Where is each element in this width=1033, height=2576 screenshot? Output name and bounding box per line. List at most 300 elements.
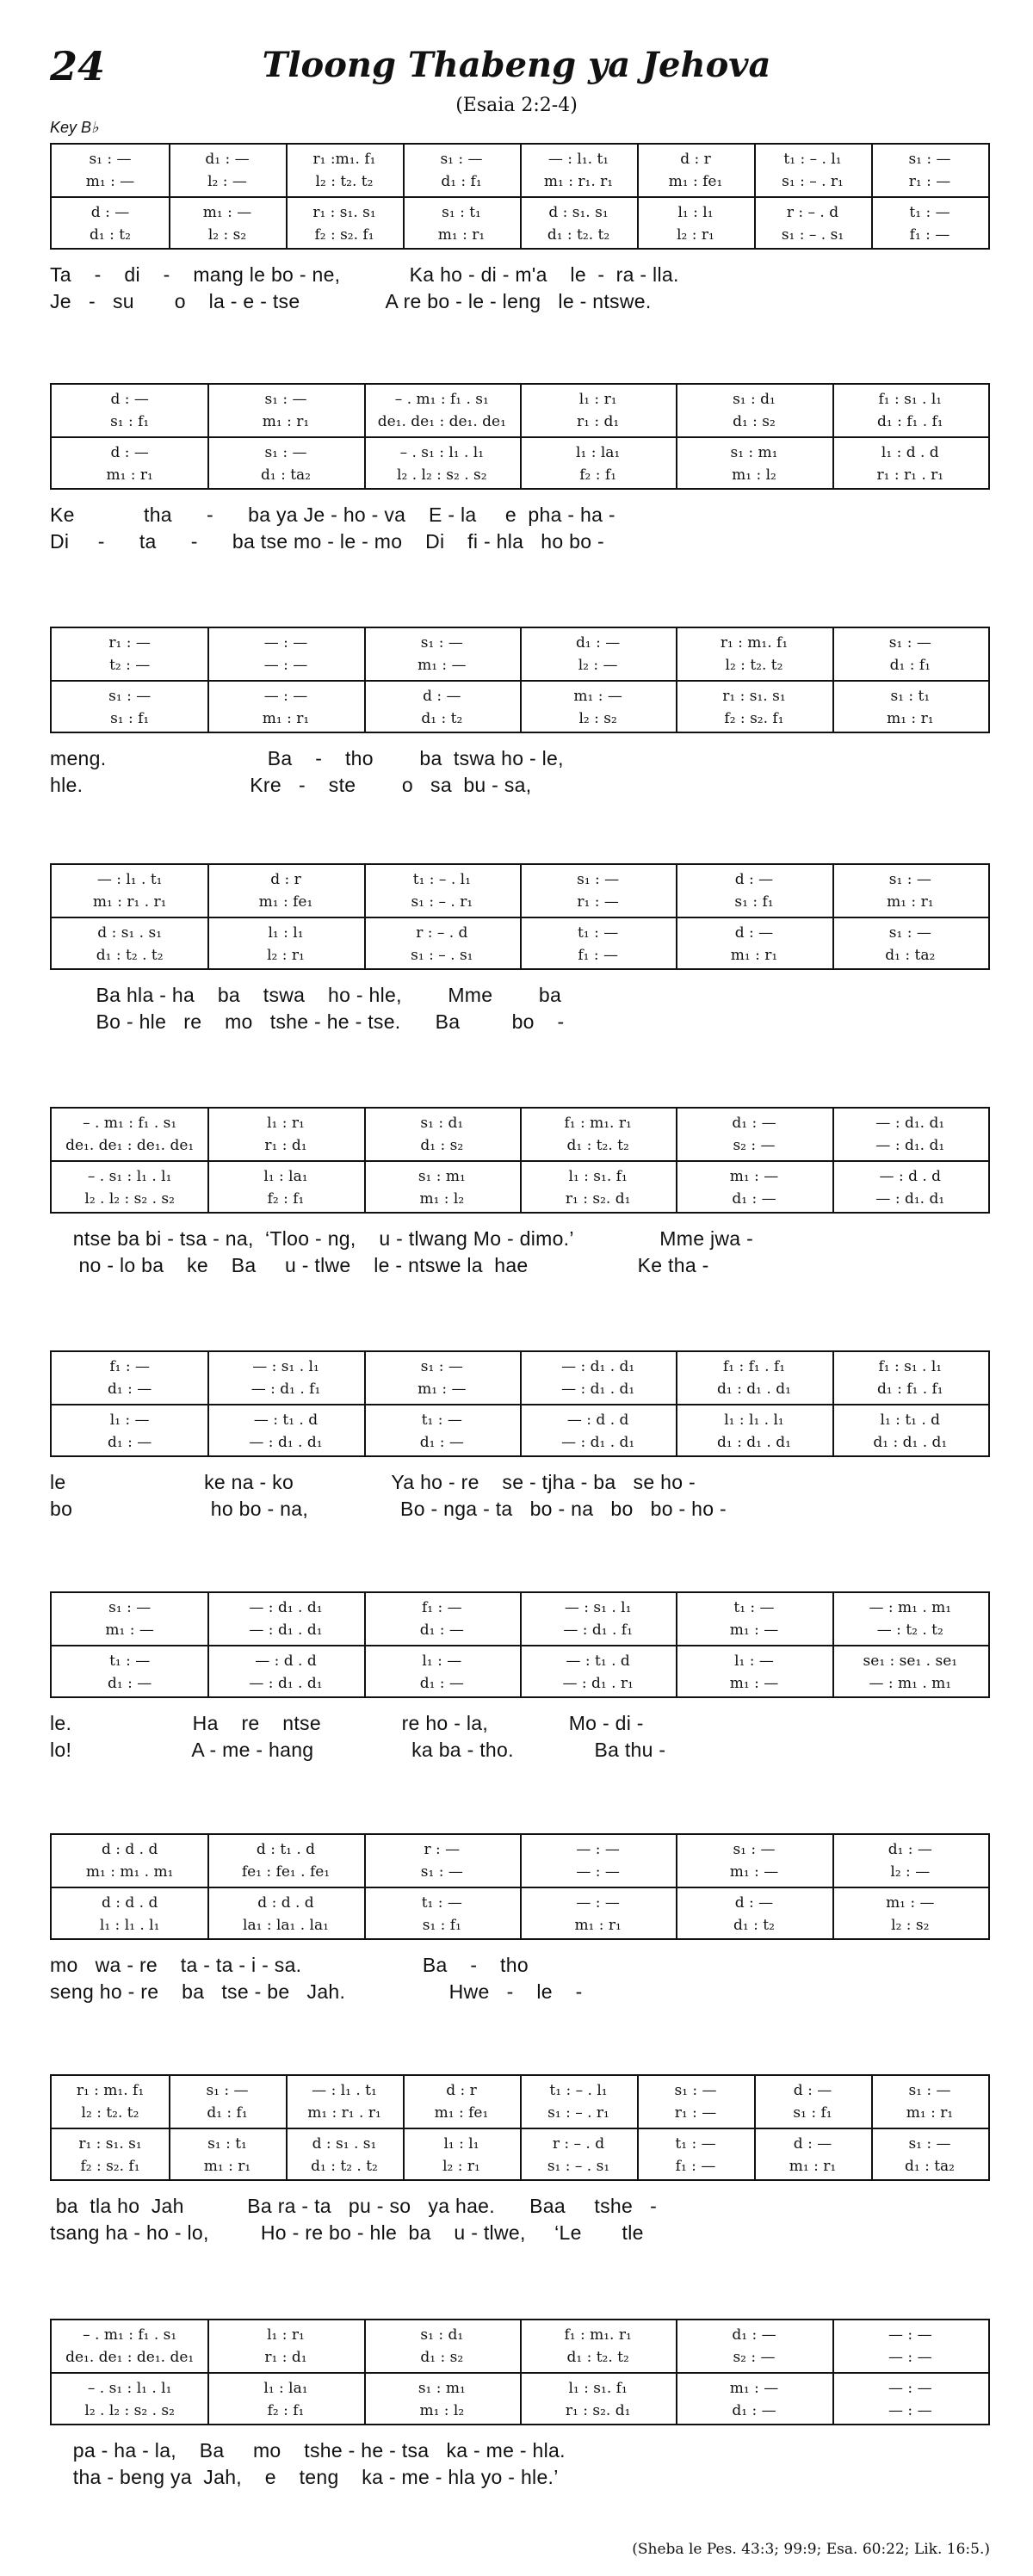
voice-part: l₂ : t₂. t₂ <box>81 2104 139 2122</box>
lyric-line: mo wa - re ta - ta - i - sa. Ba - tho <box>50 1954 529 1976</box>
voice-part: m₁ : r₁ <box>262 413 310 430</box>
lyric-line: le. Ha re ntse re ho - la, Mo - di - <box>50 1712 644 1734</box>
voice-part: d : r <box>270 871 301 888</box>
voice-part: s₁ : f₁ <box>734 893 774 911</box>
measure <box>520 385 676 436</box>
voice-part: d₁ : f₁ . f₁ <box>876 1381 943 1398</box>
measure <box>364 682 520 733</box>
voice-part: d₁ : t₂. t₂ <box>566 1137 629 1154</box>
measure <box>52 1835 207 1887</box>
voice-part: s₁ : — <box>888 871 931 888</box>
voice-part: s₁ : – . s₁ <box>547 2158 610 2175</box>
voice-part: — : d₁ . f₁ <box>251 1381 321 1398</box>
scripture-reference: (Esaia 2:2-4) <box>455 95 578 116</box>
voice-part: s₁ : d₁ <box>420 2326 464 2344</box>
voice-part: — : — <box>888 2402 932 2419</box>
voice-part: l₁ : t₁ . d <box>880 1412 941 1429</box>
lyric-line: Ta - di - mang le bo - ne, Ka ho - di - m'a le - ra - lla. <box>50 263 679 286</box>
voice-part: t₁ : — <box>109 1652 151 1670</box>
upper-voices <box>52 1593 988 1645</box>
lower-voices <box>52 682 988 733</box>
measure <box>286 198 403 250</box>
voice-part: – . s₁ : l₁ . l₁ <box>87 2380 172 2397</box>
measure <box>832 1352 988 1404</box>
voice-part: r₁ : s₁. s₁ <box>312 204 376 221</box>
measure <box>207 628 363 680</box>
voice-part: s₁ : — <box>908 151 951 168</box>
measure <box>676 1352 832 1404</box>
lower-voices <box>52 918 988 970</box>
measure <box>676 1835 832 1887</box>
voice-part: — : — <box>888 2326 932 2344</box>
voice-part: s₁ : – . s₁ <box>411 947 473 964</box>
voice-part: d₁ : t₂. t₂ <box>566 2349 629 2366</box>
upper-voices <box>52 2320 988 2372</box>
voice-part: m₁ : — <box>85 173 135 190</box>
voice-part: d₁ : — <box>732 1190 776 1208</box>
voice-part: s₁ : — <box>577 871 620 888</box>
measure <box>364 1593 520 1645</box>
voice-part: d : — <box>793 2082 832 2099</box>
measure <box>207 2320 363 2372</box>
measure <box>364 2320 520 2372</box>
voice-part: — : d₁ . d₁ <box>249 1675 323 1692</box>
music-system <box>50 1591 990 1764</box>
voice-part: – . s₁ : l₁ . l₁ <box>399 444 485 461</box>
voice-part: d : d . d <box>101 1894 158 1912</box>
measure <box>832 2374 988 2425</box>
voice-part: s₁ : m₁ <box>418 1168 466 1185</box>
measure <box>637 198 754 250</box>
voice-part: d : — <box>110 391 149 408</box>
voice-part: d₁ : s₂ <box>420 2349 464 2366</box>
voice-part: l₁ : l₁ <box>268 924 304 942</box>
measure <box>520 1109 676 1160</box>
solfa-staff <box>50 2319 990 2425</box>
voice-part: s₁ : m₁ <box>730 444 778 461</box>
voice-part: m₁ : r₁. r₁ <box>543 173 614 190</box>
voice-part: m₁ : — <box>573 688 622 705</box>
measure <box>520 865 676 917</box>
measure <box>364 1646 520 1698</box>
measure <box>637 2076 754 2128</box>
voice-part: r₁ : r₁ . r₁ <box>876 466 944 484</box>
measure <box>676 1646 832 1698</box>
measure <box>832 385 988 436</box>
voice-part: l₁ : s₁. f₁ <box>568 2380 628 2397</box>
measure <box>207 1405 363 1457</box>
measure <box>871 198 988 250</box>
voice-part: s₁ : f₁ <box>793 2104 832 2122</box>
voice-part: s₁ : — <box>108 688 152 705</box>
voice-part: l₂ : — <box>578 657 618 674</box>
voice-part: d₁ : f₁ . f₁ <box>876 413 943 430</box>
voice-part: f₁ : f₁ . f₁ <box>722 1358 786 1375</box>
voice-part: m₁ : fe₁ <box>258 893 313 911</box>
voice-part: s₁ : — <box>420 1358 463 1375</box>
voice-part: l₂ : s₂ <box>891 1917 930 1934</box>
measure <box>832 1109 988 1160</box>
voice-part: t₁ : — <box>909 204 950 221</box>
measure <box>52 628 207 680</box>
voice-part: s₁ : — <box>420 634 463 652</box>
voice-part: d₁ : — <box>888 1841 932 1858</box>
measure <box>207 1888 363 1940</box>
voice-part: d₁ : s₂ <box>733 413 776 430</box>
voice-part: s₁ : — <box>888 634 931 652</box>
measure <box>832 1888 988 1940</box>
voice-part: m₁ : — <box>886 1894 935 1912</box>
measure <box>52 865 207 917</box>
measure <box>676 865 832 917</box>
voice-part: s₁ : – . r₁ <box>782 173 844 190</box>
voice-part: s₁ : — <box>264 391 307 408</box>
voice-part: l₁ : d . d <box>881 444 939 461</box>
voice-part: d₁ : t₂ . t₂ <box>96 947 164 964</box>
voice-part: l₂ : r₁ <box>677 226 714 244</box>
voice-part: — : t₂ . t₂ <box>876 1622 943 1639</box>
measure <box>207 1835 363 1887</box>
measure <box>832 682 988 733</box>
measure <box>871 2129 988 2181</box>
voice-part: t₁ : — <box>578 924 619 942</box>
voice-part: s₁ : — <box>89 151 132 168</box>
lower-voices <box>52 198 988 250</box>
voice-part: f₁ : — <box>109 1358 150 1375</box>
measure <box>52 438 207 490</box>
voice-part: – . m₁ : f₁ . s₁ <box>83 2326 177 2344</box>
voice-part: — : — <box>263 688 308 705</box>
voice-part: r₁ : d₁ <box>577 413 620 430</box>
voice-part: — : — <box>576 1841 620 1858</box>
voice-part: l₂ : r₁ <box>442 2158 480 2175</box>
measure <box>676 1888 832 1940</box>
measure <box>52 2320 207 2372</box>
lower-voices <box>52 1646 988 1698</box>
voice-part: f₁ : m₁. r₁ <box>564 2326 632 2344</box>
measure <box>520 1405 676 1457</box>
voice-part: s₂ : — <box>733 2349 776 2366</box>
voice-part: f₂ : f₁ <box>267 2402 305 2419</box>
measure <box>520 1646 676 1698</box>
voice-part: d : r <box>680 151 711 168</box>
solfa-staff <box>50 1833 990 1940</box>
voice-part: f₁ : — <box>578 947 618 964</box>
voice-part: — : — <box>888 2380 932 2397</box>
voice-part: d₁ : t₂ <box>421 710 463 727</box>
voice-part: d₁ : f₁ <box>207 2104 248 2122</box>
voice-part: m₁ : r₁ <box>203 2158 251 2175</box>
voice-part: r₁ :m₁. f₁ <box>312 151 376 168</box>
measure <box>207 918 363 970</box>
measure <box>364 1352 520 1404</box>
measure <box>754 2076 871 2128</box>
voice-part: m₁ : l₂ <box>419 1190 465 1208</box>
voice-part: r₁ : s₁. s₁ <box>722 688 786 705</box>
measure <box>364 628 520 680</box>
voice-part: t₁ : – . l₁ <box>783 151 842 168</box>
voice-part: d₁ : — <box>108 1675 152 1692</box>
measure <box>676 682 832 733</box>
voice-part: — : — <box>888 2349 932 2366</box>
voice-part: l₁ : l₁ <box>677 204 714 221</box>
music-system <box>50 1833 990 2005</box>
measure <box>520 1162 676 1214</box>
voice-part: – . m₁ : f₁ . s₁ <box>394 391 489 408</box>
measure <box>52 145 169 196</box>
measure <box>364 438 520 490</box>
voice-part: l₁ : l₁ . l₁ <box>724 1412 784 1429</box>
voice-part: l₁ : l₁ <box>443 2135 479 2153</box>
measure <box>52 682 207 733</box>
music-system <box>50 627 990 799</box>
voice-part: d₁ : ta₂ <box>904 2158 955 2175</box>
measure <box>676 438 832 490</box>
voice-part: m₁ : — <box>202 204 252 221</box>
voice-part: m₁ : r₁ <box>574 1917 622 1934</box>
voice-part: r₁ : s₁. s₁ <box>78 2135 142 2153</box>
music-system <box>50 1350 990 1523</box>
voice-part: s₁ : — <box>206 2082 249 2099</box>
voice-part: d : d . d <box>101 1841 158 1858</box>
key-signature: Key B♭ <box>50 119 99 136</box>
lower-voices <box>52 1162 988 1214</box>
voice-part: d : r <box>446 2082 477 2099</box>
measure <box>52 2374 207 2425</box>
measure <box>832 865 988 917</box>
voice-part: d₁ : f₁ <box>889 657 931 674</box>
voice-part: m₁ : r₁ <box>730 947 778 964</box>
voice-part: s₁ : f₁ <box>110 413 150 430</box>
lyric-line: tsang ha - ho - lo, Ho - re bo - hle ba u - tlwe, ‘Le tle <box>50 2221 644 2244</box>
voice-part: s₁ : — <box>908 2135 951 2153</box>
measure <box>832 1593 988 1645</box>
voice-part: r : – . d <box>786 204 839 221</box>
voice-part: l₁ : r₁ <box>267 1115 305 1132</box>
voice-part: d : d . d <box>257 1894 314 1912</box>
measure <box>169 145 286 196</box>
voice-part: t₁ : — <box>675 2135 716 2153</box>
voice-part: l₁ : s₁. f₁ <box>568 1168 628 1185</box>
measure <box>52 2076 169 2128</box>
voice-part: — : — <box>576 1894 620 1912</box>
voice-part: — : d₁ . d₁ <box>249 1622 323 1639</box>
voice-part: — : l₁ . t₁ <box>312 2082 377 2099</box>
measure <box>52 1888 207 1940</box>
voice-part: – . s₁ : l₁ . l₁ <box>87 1168 172 1185</box>
voice-part: se₁ : se₁ . se₁ <box>863 1652 958 1670</box>
voice-part: r : – . d <box>552 2135 605 2153</box>
measure <box>207 2374 363 2425</box>
voice-part: s₁ : — <box>888 924 931 942</box>
measure <box>286 2129 403 2181</box>
measure <box>52 918 207 970</box>
measure <box>676 1109 832 1160</box>
music-system <box>50 383 990 555</box>
measure <box>676 385 832 436</box>
voice-part: r : — <box>424 1841 461 1858</box>
voice-part: — : d₁ . r₁ <box>562 1675 634 1692</box>
voice-part: l₂ : — <box>890 1863 931 1881</box>
music-system <box>50 143 990 315</box>
measure <box>364 1835 520 1887</box>
measure <box>207 1646 363 1698</box>
measure <box>169 198 286 250</box>
voice-part: f₁ : s₁ . l₁ <box>878 391 943 408</box>
voice-part: s₁ : — <box>674 2082 717 2099</box>
lyric-line: Ba hla - ha ba tswa ho - hle, Mme ba <box>50 984 562 1006</box>
solfa-staff <box>50 863 990 970</box>
voice-part: f₁ : m₁. r₁ <box>564 1115 632 1132</box>
upper-voices <box>52 628 988 680</box>
voice-part: m₁ : r₁ <box>887 710 934 727</box>
voice-part: — : m₁ . m₁ <box>869 1599 952 1616</box>
voice-part: s₁ : — <box>420 1863 463 1881</box>
measure <box>871 2076 988 2128</box>
measure <box>207 1109 363 1160</box>
voice-part: s₁ : — <box>440 151 483 168</box>
voice-part: m₁ : r₁ <box>906 2104 954 2122</box>
measure <box>520 2076 637 2128</box>
voice-part: f₁ : — <box>675 2158 716 2175</box>
measure <box>364 1109 520 1160</box>
measure <box>364 918 520 970</box>
lower-voices <box>52 2374 988 2425</box>
measure <box>832 1162 988 1214</box>
voice-part: d : s₁. s₁ <box>548 204 609 221</box>
voice-part: s₁ : f₁ <box>110 710 150 727</box>
voice-part: de₁. de₁ : de₁. de₁ <box>65 1137 195 1154</box>
voice-part: t₂ : — <box>109 657 151 674</box>
solfa-staff <box>50 627 990 733</box>
measure <box>207 385 363 436</box>
voice-part: d₁ : — <box>205 151 250 168</box>
voice-part: r₁ : m₁. f₁ <box>720 634 789 652</box>
voice-part: l₁ : r₁ <box>578 391 617 408</box>
voice-part: d : — <box>734 1894 774 1912</box>
hymn-title: Tloong Thabeng ya Jehova <box>262 45 771 85</box>
voice-part: d₁ : — <box>419 1434 464 1451</box>
voice-part: — : d₁ . f₁ <box>563 1622 633 1639</box>
measure <box>52 198 169 250</box>
measure <box>520 2129 637 2181</box>
voice-part: m₁ : — <box>729 1622 779 1639</box>
voice-part: — : d₁ . d₁ <box>561 1358 635 1375</box>
upper-voices <box>52 385 988 436</box>
voice-part: m₁ : l₂ <box>419 2402 465 2419</box>
voice-part: m₁ : r₁ . r₁ <box>92 893 167 911</box>
upper-voices <box>52 145 988 196</box>
voice-part: m₁ : r₁ <box>789 2158 837 2175</box>
voice-part: r₁ : — <box>108 634 151 652</box>
measure <box>207 1593 363 1645</box>
voice-part: r₁ : — <box>908 173 951 190</box>
voice-part: d₁ : t₂. t₂ <box>547 226 610 244</box>
voice-part: m₁ : r₁ . r₁ <box>307 2104 381 2122</box>
measure <box>520 198 637 250</box>
voice-part: r₁ : s₂. d₁ <box>565 1190 631 1208</box>
upper-voices <box>52 1835 988 1887</box>
measure <box>364 1405 520 1457</box>
voice-part: l₂ . l₂ : s₂ . s₂ <box>84 1190 175 1208</box>
voice-part: d₁ : — <box>732 2402 776 2419</box>
lyric-line: hle. Kre - ste o sa bu - sa, <box>50 774 532 796</box>
solfa-staff <box>50 1350 990 1457</box>
voice-part: l₁ : la₁ <box>263 1168 308 1185</box>
voice-part: — : d . d <box>879 1168 942 1185</box>
music-system <box>50 2319 990 2491</box>
voice-part: m₁ : fe₁ <box>668 173 723 190</box>
measure <box>520 438 676 490</box>
measure <box>832 1646 988 1698</box>
voice-part: m₁ : — <box>729 1168 779 1185</box>
voice-part: — : — <box>263 657 308 674</box>
lyric-line: no - lo ba ke Ba u - tlwe le - ntswe la hae Ke tha - <box>50 1254 709 1276</box>
upper-voices <box>52 865 988 917</box>
voice-part: s₁ : t₁ <box>207 2135 247 2153</box>
voice-part: d₁ : t₂ <box>733 1917 775 1934</box>
voice-part: s₁ : t₁ <box>442 204 481 221</box>
measure <box>286 2076 403 2128</box>
lyric-line: le ke na - ko Ya ho - re se - tjha - ba se ho - <box>50 1471 696 1493</box>
voice-part: f₂ : s₂. f₁ <box>724 710 784 727</box>
measure <box>403 198 520 250</box>
voice-part: s₁ : — <box>733 1841 776 1858</box>
lyric-line: Bo - hle re mo tshe - he - tse. Ba bo - <box>50 1010 565 1033</box>
voice-part: l₂ : — <box>207 173 247 190</box>
measure <box>520 1352 676 1404</box>
lyric-line: lo! A - me - hang ka ba - tho. Ba thu - <box>50 1739 666 1761</box>
voice-part: d₁ : s₂ <box>420 1137 464 1154</box>
voice-part: d₁ : — <box>732 1115 776 1132</box>
solfa-staff <box>50 2074 990 2181</box>
voice-part: s₁ : m₁ <box>418 2380 466 2397</box>
voice-part: d₁ : t₂ <box>90 226 131 244</box>
voice-part: — : d₁. d₁ <box>875 1190 945 1208</box>
voice-part: m₁ : r₁ <box>887 893 934 911</box>
voice-part: s₁ : f₁ <box>422 1917 461 1934</box>
voice-part: — : t₁ . d <box>253 1412 319 1429</box>
voice-part: t₁ : — <box>421 1412 462 1429</box>
lyric-line: Di - ta - ba tse mo - le - mo Di fi - hla ho bo - <box>50 530 604 553</box>
measure <box>676 628 832 680</box>
voice-part: l₂ : s₂ <box>578 710 617 727</box>
measure <box>52 385 207 436</box>
measure <box>52 1405 207 1457</box>
voice-part: d : t₁ . d <box>256 1841 316 1858</box>
measure <box>52 1352 207 1404</box>
voice-part: d : — <box>90 204 130 221</box>
voice-part: m₁ : r₁ <box>106 466 153 484</box>
measure <box>520 145 637 196</box>
voice-part: — : d₁. d₁ <box>875 1115 945 1132</box>
footer-references: (Sheba le Pes. 43:3; 99:9; Esa. 60:22; Lik. 16:5.) <box>632 2541 990 2558</box>
measure <box>364 1888 520 1940</box>
measure <box>520 1835 676 1887</box>
music-system <box>50 2074 990 2246</box>
measure <box>832 1835 988 1887</box>
voice-part: f₂ : s₂. f₁ <box>80 2158 140 2175</box>
measure <box>52 2129 169 2181</box>
voice-part: d₁ : — <box>108 1434 152 1451</box>
measure <box>364 865 520 917</box>
measure <box>403 145 520 196</box>
voice-part: de₁. de₁ : de₁. de₁ <box>377 413 506 430</box>
lyric-line: pa - ha - la, Ba mo tshe - he - tsa ka - me - hla. <box>50 2439 566 2462</box>
lower-voices <box>52 1405 988 1457</box>
voice-part: f₂ : f₁ <box>267 1190 305 1208</box>
voice-part: d : — <box>793 2135 832 2153</box>
